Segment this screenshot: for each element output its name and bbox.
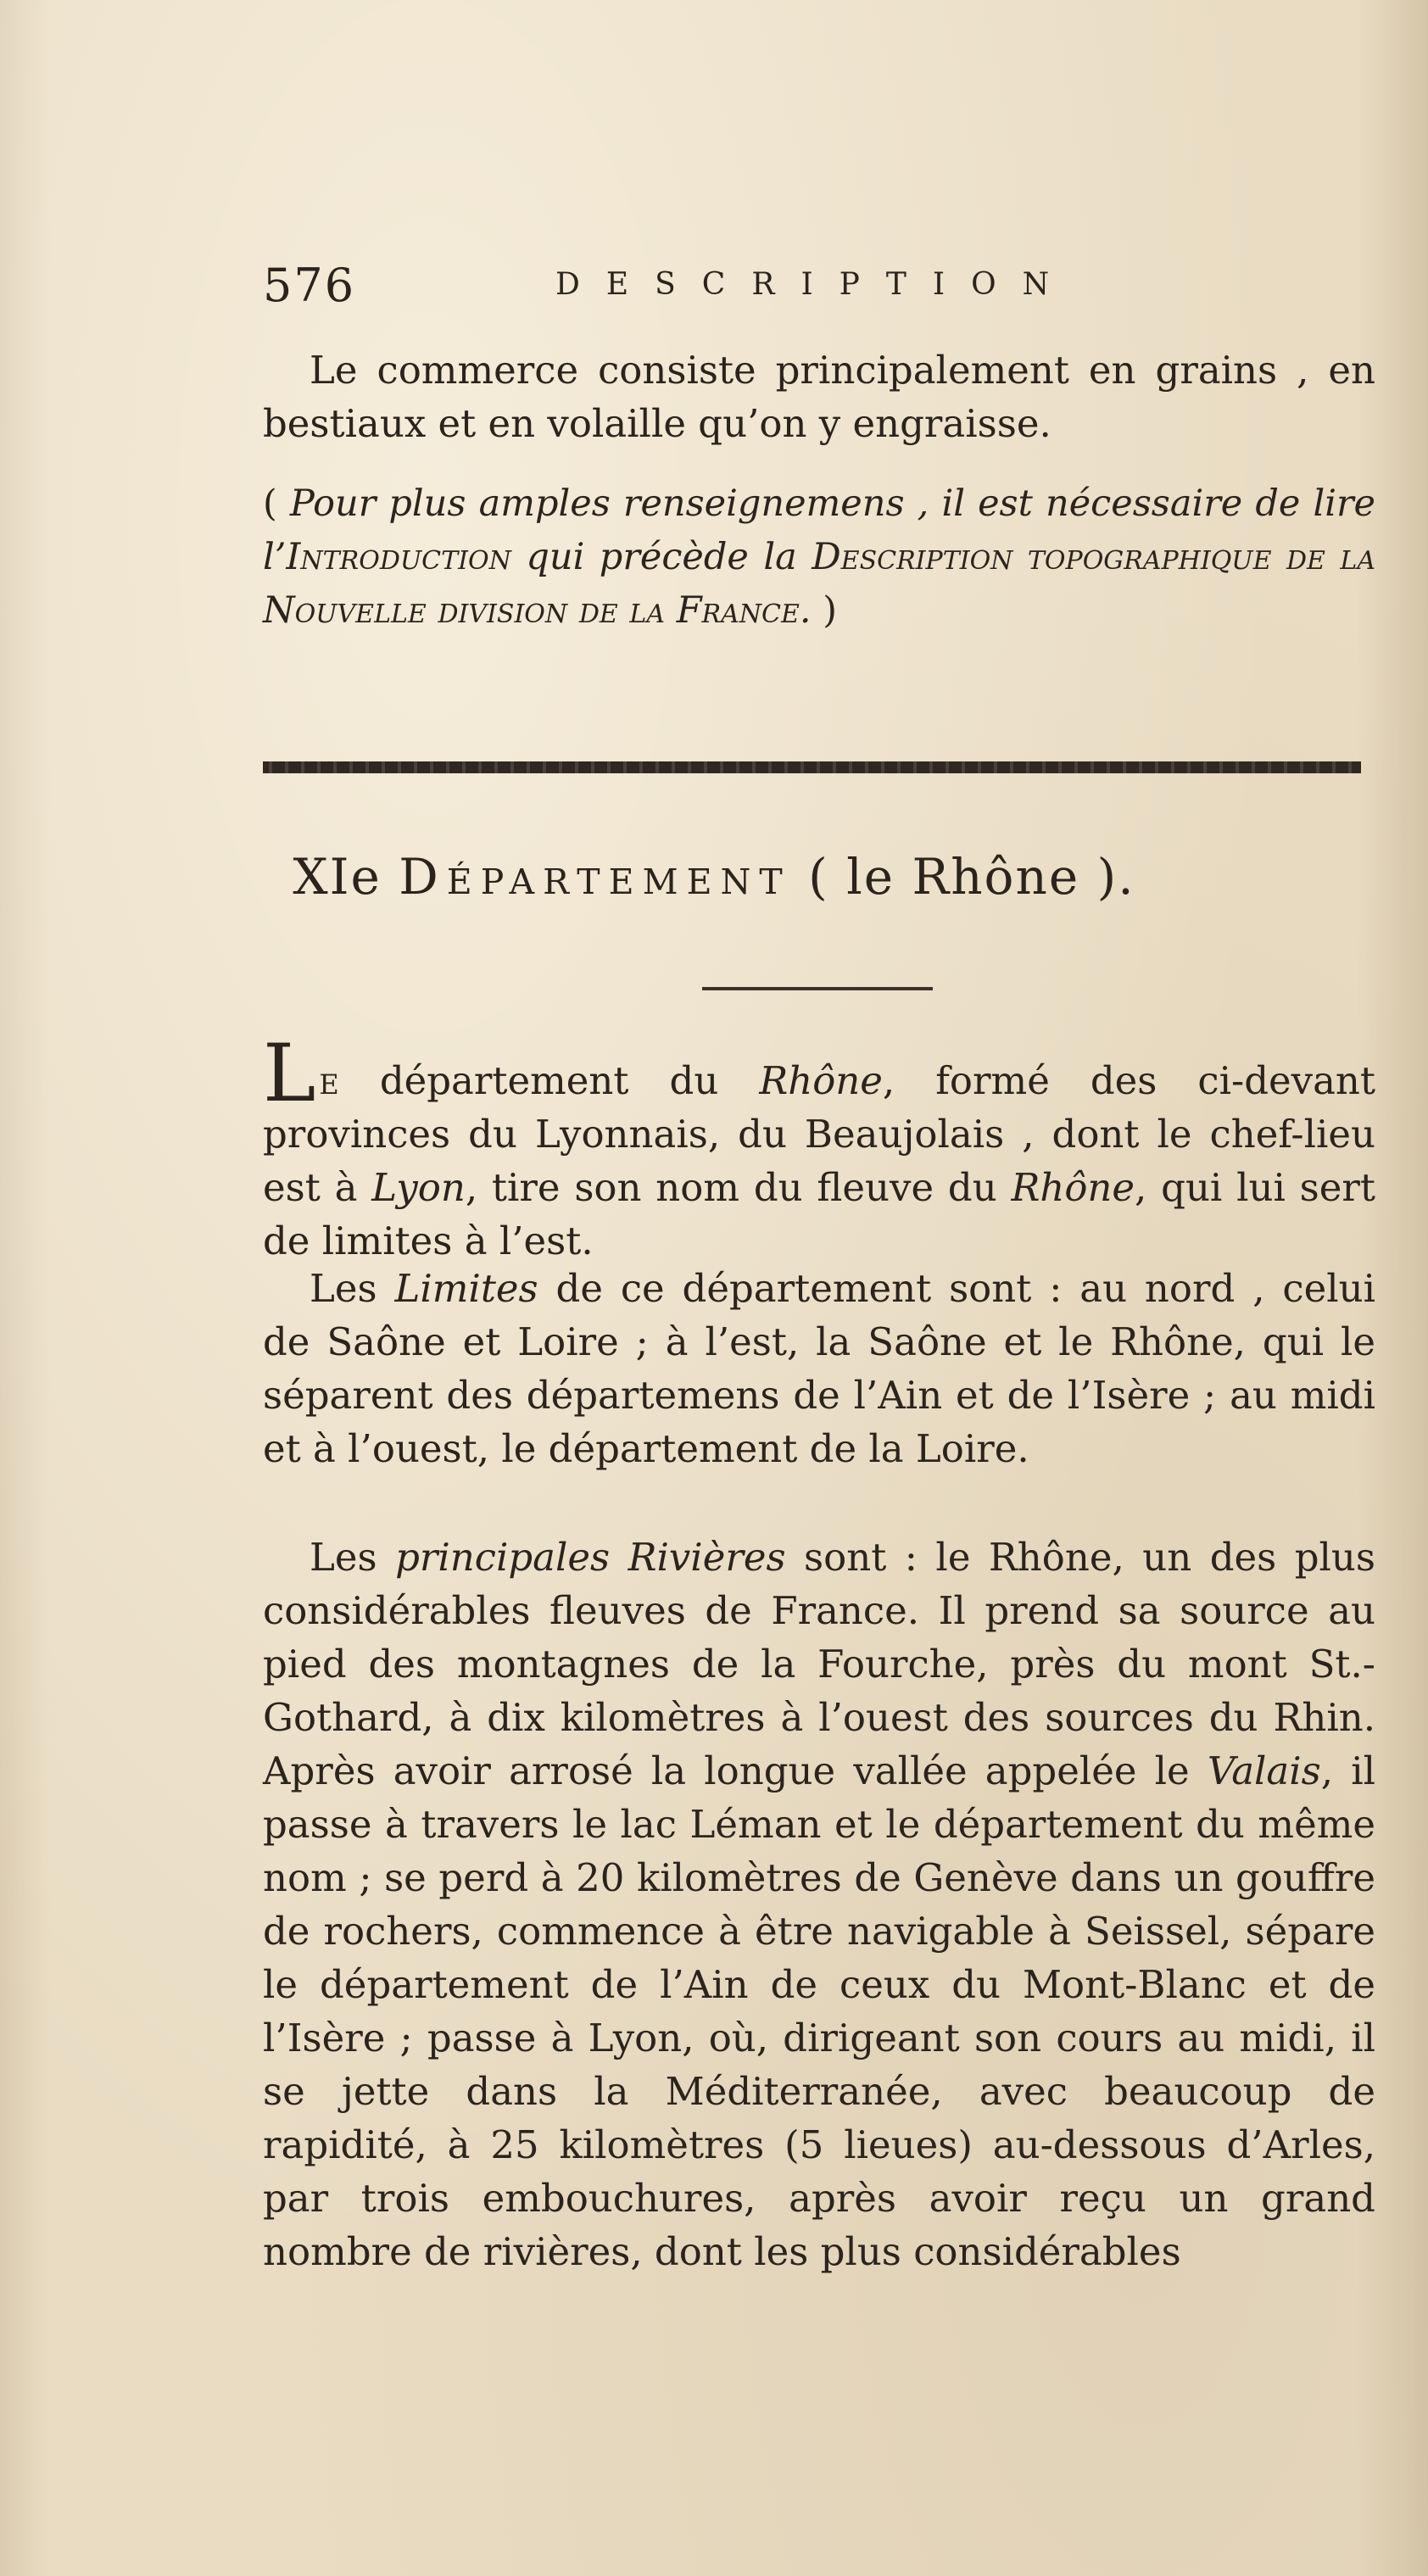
note-description-title: Description topographique de la Nouvelle division de la France. — [263, 536, 1375, 632]
section-divider — [263, 761, 1361, 773]
p2-text-3: , tire son nom du fleuve du — [465, 1165, 1012, 1210]
note-open: ( — [263, 482, 290, 525]
section-label: Département — [399, 848, 791, 906]
section-heading — [0, 848, 1428, 906]
p2-lyon: Lyon — [371, 1165, 466, 1210]
running-head: DESCRIPTION — [555, 267, 1076, 302]
heading-rule — [702, 987, 933, 990]
department-intro-paragraph — [263, 1028, 1375, 1268]
limits-paragraph — [263, 1262, 1375, 1475]
p4-text-1: Les — [310, 1535, 396, 1580]
section-numeral: XIe — [293, 848, 382, 906]
p4-principales-rivieres: principales Rivières — [395, 1535, 786, 1580]
p4-text-3: , il passe à travers le lac Léman et le département du même nom ; se perd à 20 kilomètres de Genève dans un gouffre de rochers, commence à être navigable à Seissel, sépare le département de l’Ain de ceux du Mont-Blanc et de l’Isère ; passe à Lyon, où, dirigeant son cours au midi, il se jette dans la Méditerranée, avec beaucoup de rapidité, à 25 kilomètres (5 lieues) au-dessous d’Arles, par trois embouchures, après avoir reçu un grand nombre de rivières, dont les plus considérables — [263, 1748, 1375, 2274]
p2-text-2: , formé des ci-devant provinces du Lyonnais, du Beaujolais , dont le chef-lieu est à — [263, 1058, 1375, 1210]
p2-rhone-1: Rhône — [759, 1058, 883, 1103]
p2-text-1: département du — [338, 1058, 760, 1103]
note-introduction: Introduction — [286, 536, 511, 578]
p3-limites: Limites — [394, 1266, 538, 1311]
p3-text-1: Les — [310, 1266, 395, 1311]
rivers-paragraph — [263, 1531, 1375, 2278]
p3-text-2: de ce département sont : au nord , celui de Saône et Loire ; à l’est, la Saône et le Rhône, qui le séparent des départemens de l’Ain et de l’Isère ; au midi et à l’ouest, le département de la Loire. — [263, 1266, 1375, 1471]
page-header — [263, 259, 1391, 318]
note-text-a: Pour plus amples renseignemens , il est nécessaire de lire l’ — [263, 482, 1375, 578]
drop-cap-continuation: e — [319, 1058, 339, 1103]
drop-cap: L — [263, 1028, 316, 1120]
note-text-c: qui précède la — [510, 536, 812, 578]
p4-valais: Valais — [1207, 1748, 1321, 1793]
p2-rhone-2: Rhône — [1011, 1165, 1135, 1210]
section-name: ( le Rhône ). — [808, 848, 1135, 906]
reference-note — [263, 477, 1375, 638]
p2-text-4: , qui lui sert de limites à l’est. — [263, 1165, 1375, 1263]
page-number: 576 — [263, 259, 356, 312]
p4-text-2: sont : le Rhône, un des plus considérables fleuves de France. Il prend sa source au pied des montagnes de la Fourche, près du mont St.-Gothard, à dix kilomètres à l’ouest des sources du Rhin. Après avoir arrosé la longue vallée appelée le — [263, 1535, 1375, 1793]
note-close: ) — [811, 589, 838, 632]
commerce-paragraph: Le commerce consiste principalement en grains , en bestiaux et en volaille qu’on y engraisse. — [263, 348, 1375, 446]
